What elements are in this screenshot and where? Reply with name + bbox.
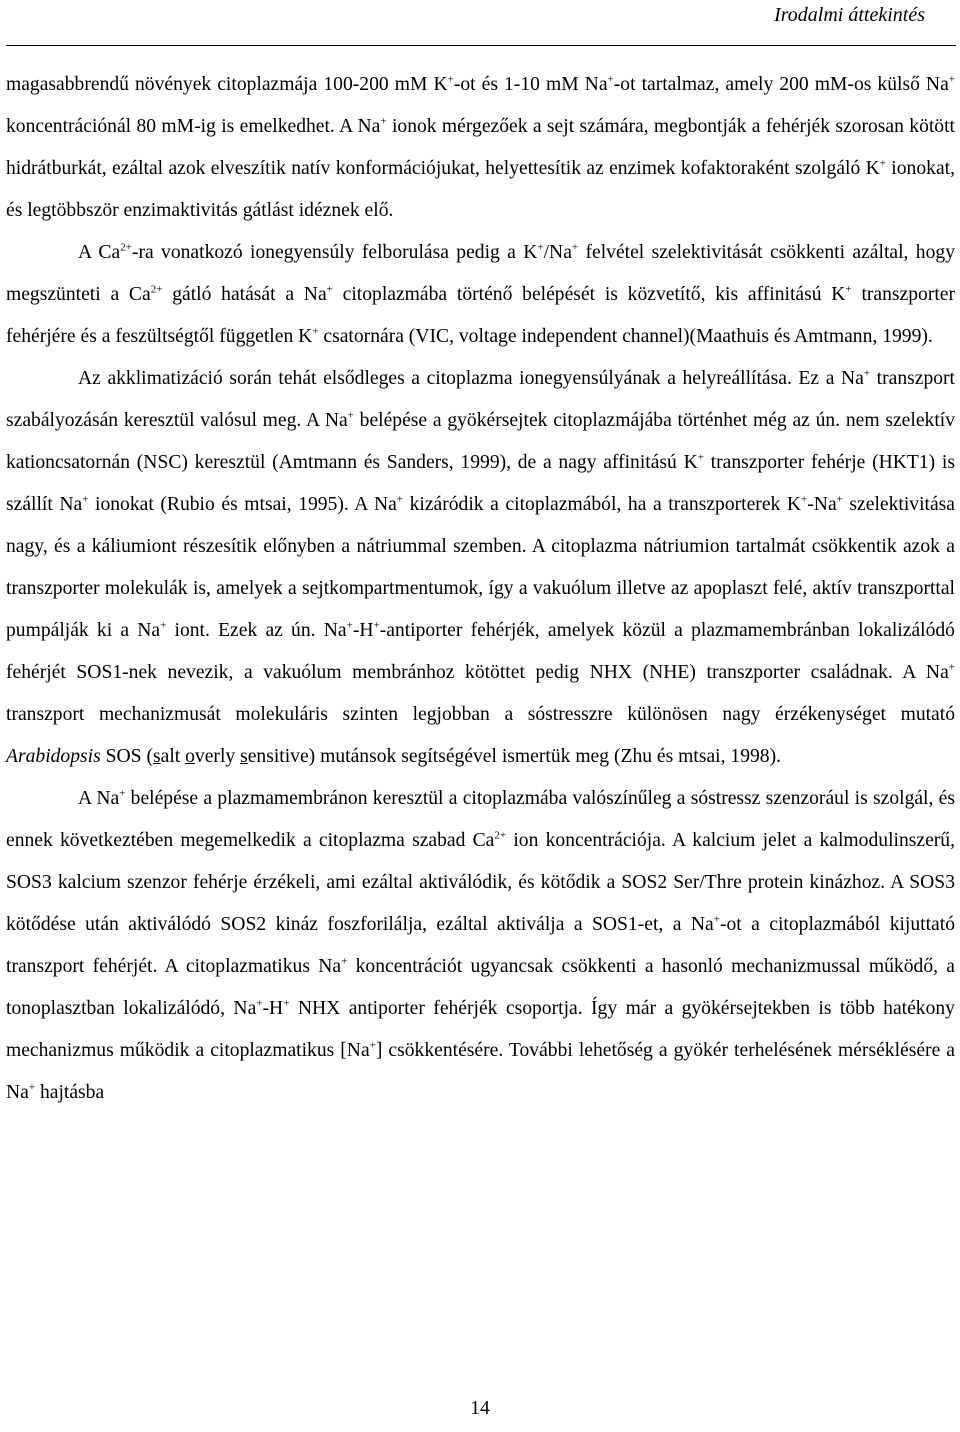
running-header: Irodalmi áttekintés <box>774 4 925 26</box>
paragraph-1: magasabbrendű növények citoplazmája 100-200 mM K+-ot és 1-10 mM Na+-ot tartalmaz, amely 200 mM-os külső Na+ koncentrációnál 80 mM-ig is emelkedhet. A Na+ ionok mérgezőek a sejt számára, megbontják a fehérjék szorosan kötött hidrátburkát, ezáltal azok elveszítik natív konformációjukat, helyettesítik az enzimek kofaktoraként szolgáló K+ ionokat, és legtöbbször enzimaktivitás gátlást idéznek elő. <box>6 73 955 221</box>
page-number: 14 <box>470 1398 490 1419</box>
body-text <box>6 64 955 1114</box>
paragraph-3: Az akklimatizáció során tehát elsődleges a citoplazma ionegyensúlyának a helyreállítása. Ez a Na+ transzport szabályozásán keresztül valósul meg. A Na+ belépése a gyökérsejtek citoplazmájába történhet még az ún. nem szelektív kationcsatornán (NSC) keresztül (Amtmann és Sanders, 1999), de a nagy affinitású K+ transzporter fehérje (HKT1) is szállít Na+ ionokat (Rubio és mtsai, 1995). A Na+ kizáródik a citoplazmából, ha a transzporterek K+-Na+ szelektivitása nagy, és a káliumiont részesítik előnyben a nátriummal szemben. A citoplazma nátriumion tartalmát csökkentik azok a transzporter molekulák is, amelyek a sejtkompartmentumok, így a vakuólum illetve az apoplaszt felé, aktív transzporttal pumpálják ki a Na+ iont. Ezek az ún. Na+-H+-antiporter fehérjék, amelyek közül a plazmamembránban lokalizálódó fehérjét SOS1-nek nevezik, a vakuólum membránhoz kötöttet pedig NHX (NHE) transzporter családnak. A Na+ transzport mechanizmusát molekuláris szinten legjobban a sóstresszre különösen nagy érzékenységet mutató Arabidopsis SOS (salt overly sensitive) mutánsok segítségével ismertük meg (Zhu és mtsai, 1998). <box>6 367 956 767</box>
paragraph-2: A $Ca^{2+}-ra$ vonatkozó ionegyensúly felborulása pedig a K+/Na+ felvétel szelektivitását csökkenti azáltal, hogy megszünteti a $Ca^{2+}$ gátló hatását a Na+ citoplazmába történő belépését is közvetítő, kis affinitású K+ transzporter fehérjére és a feszültségtől független K+ csatornára (VIC, voltage independent channel)(Maathuis és Amtmann, 1999). <box>6 241 956 347</box>
paragraph-4: A Na+ belépése a plazmamembránon keresztül a citoplazmába valószínűleg a sóstressz szenzorául is szolgál, és ennek következtében megemelkedik a citoplazma szabad $Ca^{2+}$ ion koncentrációja. A kalcium jelet a kalmodulinszerű, SOS3 kalcium szenzor fehérje érzékeli, ami ezáltal aktiválódik, és kötődik a SOS2 Ser/Thre protein kinázhoz. A SOS3 kötődése után aktiválódó SOS2 kináz foszforilálja, ezáltal aktiválja a SOS1-et, a Na+-ot a citoplazmából kijuttató transzport fehérjét. A citoplazmatikus Na+ koncentrációt ugyancsak csökkenti a hasonló mechanizmussal működő, a tonoplasztban lokalizálódó, Na+-H+ NHX antiporter fehérjék csoportja. Így már a gyökérsejtekben is több hatékony mechanizmus működik a citoplazmatikus [Na+] csökkentésére. További lehetőség a gyökér terhelésének mérséklésére a Na+ hajtásba <box>6 787 955 1103</box>
header-rule <box>6 45 956 46</box>
